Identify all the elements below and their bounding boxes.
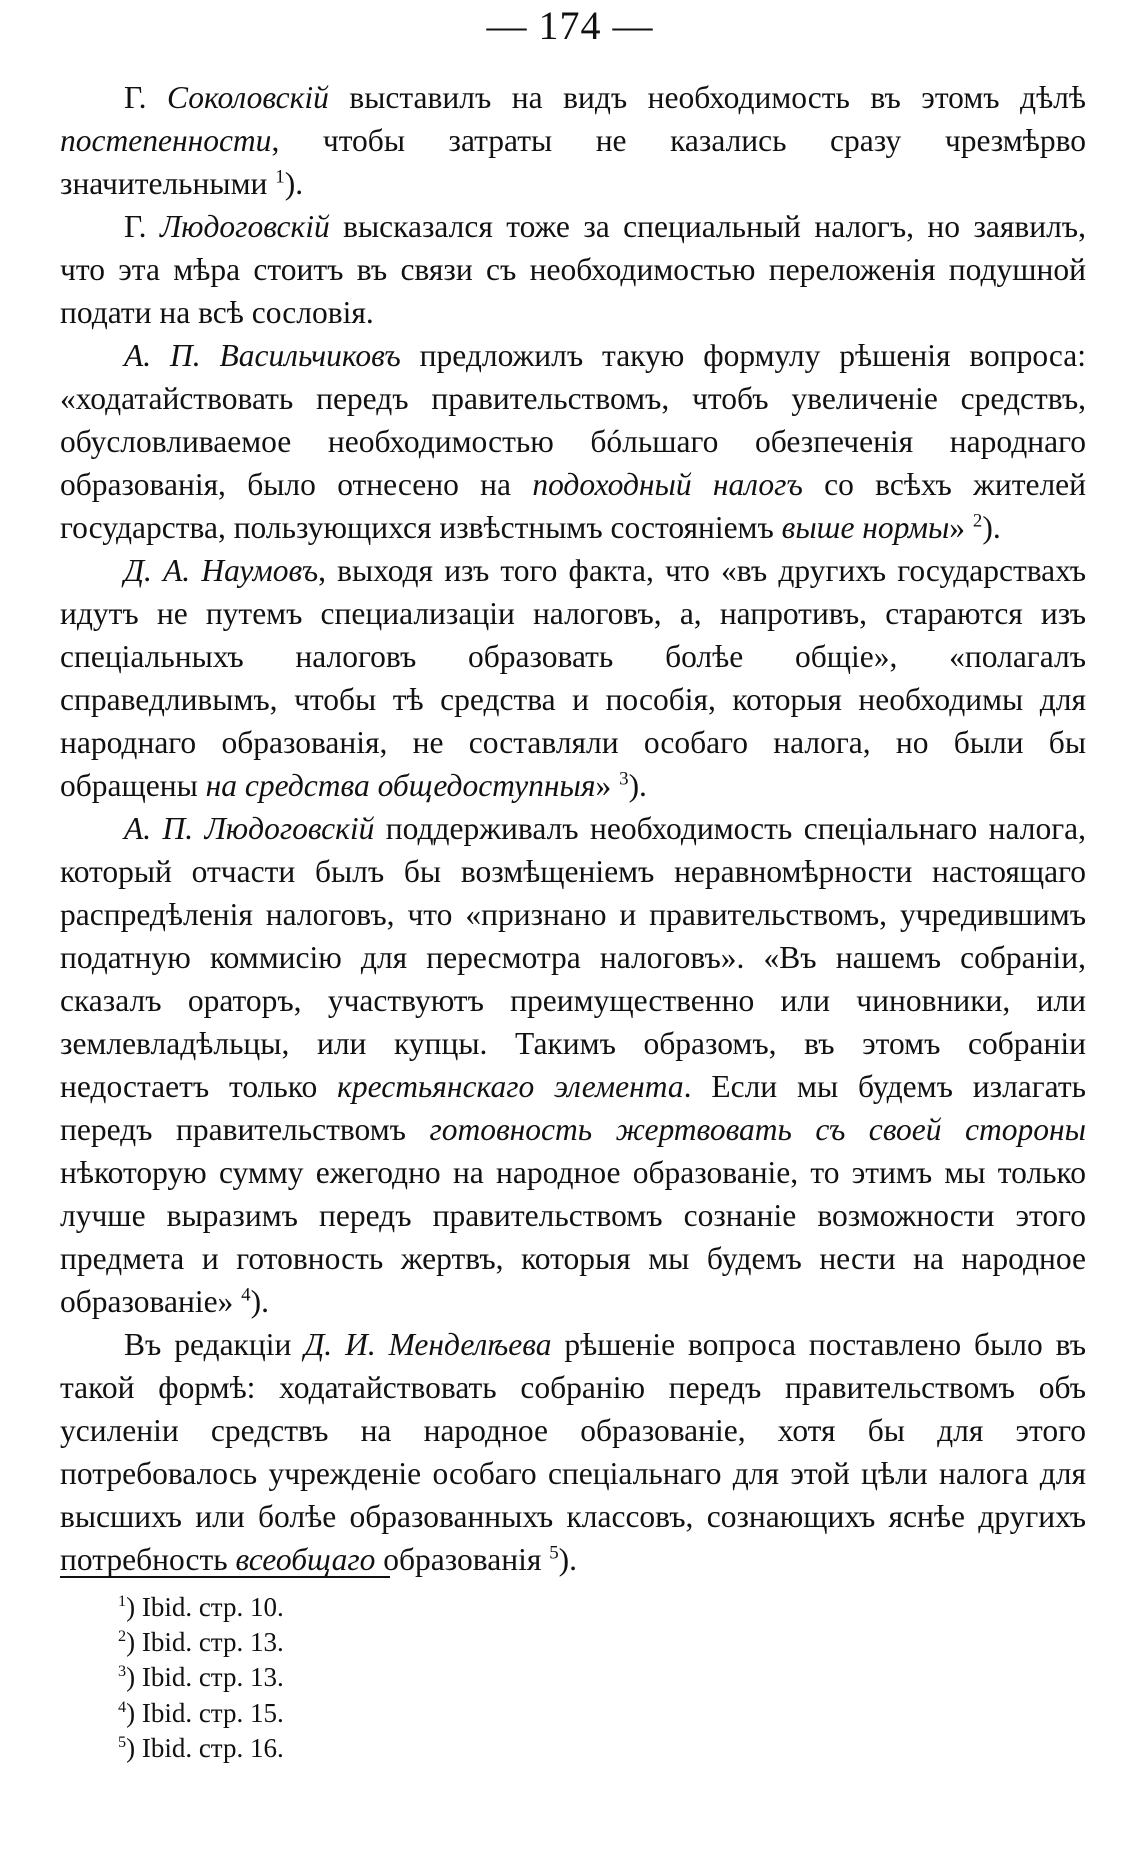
footnote-text: ) Ibid. стр. 10. xyxy=(126,1592,284,1622)
footnote-divider xyxy=(60,1576,390,1578)
text-run: выставилъ на видъ необходимость въ этомъ дѣлѣ xyxy=(328,80,1086,115)
text-run: , чтобы затраты не казались сразу чрезмѣрво значительными xyxy=(60,123,1086,201)
emphasis: выше нормы xyxy=(781,510,950,545)
text-run: предложилъ такую формулу рѣшенія вопроса: «ходатайствовать передъ правительствомъ, чтобъ увеличеніе средствъ, обусловливаемое необходимостью бóльшаго обезпеченія народнаго образованія, было отнесено на xyxy=(60,338,1086,502)
text-run: . Если мы будемъ излагать передъ правительствомъ xyxy=(60,1069,1086,1147)
footnote-mark: 5 xyxy=(118,1732,127,1751)
footnote-item xyxy=(118,1660,718,1695)
footnote-item xyxy=(118,1731,718,1766)
text-run: Г. xyxy=(124,209,160,244)
footnote-item xyxy=(118,1696,718,1731)
paragraph-ludogovsky-2 xyxy=(60,807,1086,1323)
footnote-text: ) Ibid. стр. 13. xyxy=(126,1662,284,1693)
person-name: Людоговскій xyxy=(159,209,330,244)
body-text xyxy=(60,76,1086,1581)
footnote-ref: 5 xyxy=(549,1542,559,1564)
footnote-text: ) Ibid. стр. 15. xyxy=(126,1697,284,1728)
text-run: ). xyxy=(558,1542,578,1577)
footnote-item xyxy=(118,1625,718,1660)
paragraph-ludogovsky xyxy=(60,205,1086,334)
paragraph-naumov xyxy=(60,549,1086,807)
text-run: высказался тоже за специальный налогъ, но заявилъ, что эта мѣра стоитъ въ связи съ необходимостью переложенія подушной подати на всѣ сословія. xyxy=(60,209,1086,330)
footnote-ref: 4 xyxy=(241,1284,251,1306)
footnotes xyxy=(118,1590,718,1766)
footnote-mark: 1 xyxy=(118,1592,127,1610)
text-run: ). xyxy=(628,768,647,803)
footnote-mark: 2 xyxy=(118,1627,127,1646)
person-name: Д. И. Менделѣева xyxy=(304,1327,552,1362)
text-run: поддерживалъ необходимость спеціальнаго налога, который отчасти былъ бы возмѣщеніемъ неравномѣрности настоящаго распредѣленія налоговъ, что «признано и правительствомъ, учредившимъ податную коммисію для пересмотра налоговъ». «Въ нашемъ собраніи, сказалъ ораторъ, участвуютъ преимущественно или чиновники, или землевладѣльцы, или купцы. Такимъ образомъ, въ этомъ собраніи недостаетъ только xyxy=(60,811,1087,1104)
person-name: А. П. Васильчиковъ xyxy=(124,338,401,373)
text-run: образованія xyxy=(375,1542,550,1577)
footnote-ref: 1 xyxy=(275,166,285,188)
person-name: Д. А. Наумовъ xyxy=(124,553,319,588)
text-run: Г. xyxy=(124,80,168,115)
person-name: Соколовскій xyxy=(167,80,329,115)
text-run: со всѣхъ жителей государства, пользующихся извѣстнымъ состояніемъ xyxy=(60,467,1086,545)
footnote-text: ) Ibid. стр. 16. xyxy=(126,1732,284,1763)
emphasis: готовность жертвовать съ своей стороны xyxy=(429,1112,1086,1147)
text-run: Въ редакціи xyxy=(124,1327,305,1362)
footnote-mark: 3 xyxy=(118,1662,127,1681)
text-run: ). xyxy=(982,510,1001,545)
text-run: нѣкоторую сумму ежегодно на народное образованіе, то этимъ мы только лучше выразимъ передъ правительствомъ сознаніе возможности этого предмета и готовность жертвъ, которыя мы будемъ нести на народное образованіе» xyxy=(60,1155,1086,1319)
person-name: А. П. Людоговскій xyxy=(124,811,375,846)
paragraph-mendeleev xyxy=(60,1323,1086,1581)
emphasis: постепенности xyxy=(60,123,272,158)
emphasis: крестьянскаго элемента xyxy=(337,1069,684,1104)
emphasis: подоходный налогъ xyxy=(532,467,803,502)
text-run: , выходя изъ того факта, что «въ другихъ государствахъ идутъ не путемъ специализаціи налоговъ, а, напротивъ, стараются изъ спеціальныхъ налоговъ образовать болѣе общіе», «полагалъ справедливымъ, чтобы тѣ средства и пособія, которыя необходимы для народнаго образованія, не составляли особаго налога, но были бы обращены xyxy=(60,553,1086,803)
emphasis: всеобщаго xyxy=(235,1542,376,1577)
footnote-mark: 4 xyxy=(118,1697,127,1716)
text-run: » xyxy=(949,510,973,545)
text-run: ). xyxy=(284,166,304,201)
footnote-item xyxy=(118,1590,718,1625)
footnote-ref: 2 xyxy=(972,510,983,532)
page-number: — 174 — xyxy=(486,3,654,48)
paragraph-sokolovsky xyxy=(60,76,1086,205)
footnote-ref: 3 xyxy=(619,768,629,790)
paragraph-vasilchikov xyxy=(60,334,1086,549)
footnote-text: ) Ibid. стр. 13. xyxy=(126,1627,284,1658)
text-run: рѣшеніе вопроса поставлено было въ такой формѣ: ходатайствовать собранію передъ правительствомъ объ усиленіи средствъ на народное образованіе, хотя бы для этого потребовалось учрежденіе особаго спеціальнаго для этой цѣли налога для высшихъ или болѣе образованныхъ классовъ, сознающихъ яснѣе другихъ потребность xyxy=(60,1327,1086,1577)
emphasis: на средства общедоступныя xyxy=(205,768,596,803)
text-run: » xyxy=(595,768,620,803)
text-run: ). xyxy=(250,1284,269,1319)
